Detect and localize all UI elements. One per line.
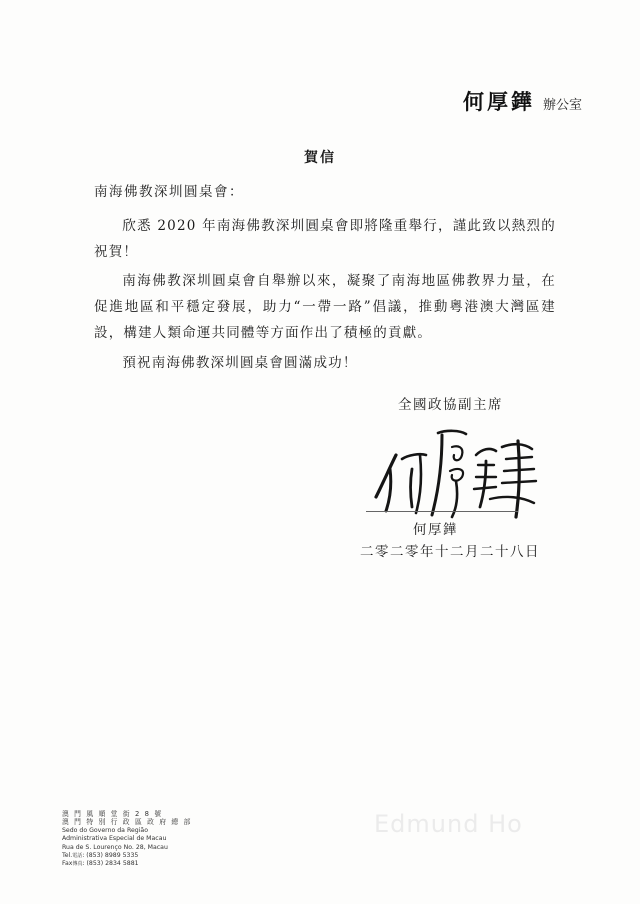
- footer-address-pt-1: Sedo do Governo da Região: [62, 826, 148, 834]
- footer-fax-number: : (853) 2834 5881: [82, 860, 139, 868]
- footer-fax: [62, 860, 192, 868]
- letter-title: 賀信: [304, 150, 336, 166]
- footer-address-pt-3: Rua de S. Lourenço No. 28, Macau: [62, 843, 168, 851]
- footer-address: [62, 810, 192, 869]
- footer-address-zh-2: 澳 門 特 別 行 政 區 政 府 總 部: [62, 818, 192, 827]
- footer-tel: [62, 852, 192, 860]
- letterhead: [463, 86, 582, 116]
- footer-fax-label: Fax: [62, 860, 73, 868]
- footer-fax-label-zh: 傳真: [72, 861, 83, 868]
- signature-line: [366, 511, 518, 512]
- footer-tel-label-zh: 電話: [72, 853, 83, 860]
- handwritten-signature: [366, 425, 542, 525]
- signer-position: 全國政協副主席: [398, 397, 503, 413]
- footer-address-zh-1: 澳 門 風 順 堂 街 2 8 號: [62, 810, 163, 818]
- letter-paragraph-1: 欣悉 2020 年南海佛教深圳圓桌會即將隆重舉行，謹此致以熱烈的祝賀！: [94, 218, 556, 260]
- letter-date: 二零二零年十二月二十八日: [360, 544, 540, 560]
- footer-tel-number: : (853) 8989 5335: [82, 852, 139, 860]
- letter-paragraph-3: 預祝南海佛教深圳圓桌會圓滿成功！: [122, 355, 358, 371]
- signer-name: 何厚鏵: [413, 522, 458, 538]
- footer-address-pt-2: Administrativa Especial de Macau: [62, 835, 167, 843]
- footer-tel-label: Tel.: [62, 852, 73, 860]
- letterhead-office: 辦公室: [542, 98, 582, 113]
- letter-paragraph-2: 南海佛教深圳圓桌會自舉辦以來，凝聚了南海地區佛教界力量，在促進地區和平穩定發展，助力“一帶一路”倡議，推動粵港澳大灣區建設，構建人類命運共同體等方面作出了積極的貢獻。: [94, 273, 556, 341]
- letter-salutation: 南海佛教深圳圓桌會：: [94, 184, 244, 200]
- letterhead-name: 何厚鏵: [462, 90, 535, 114]
- watermark-text: Edmund Ho: [374, 810, 523, 838]
